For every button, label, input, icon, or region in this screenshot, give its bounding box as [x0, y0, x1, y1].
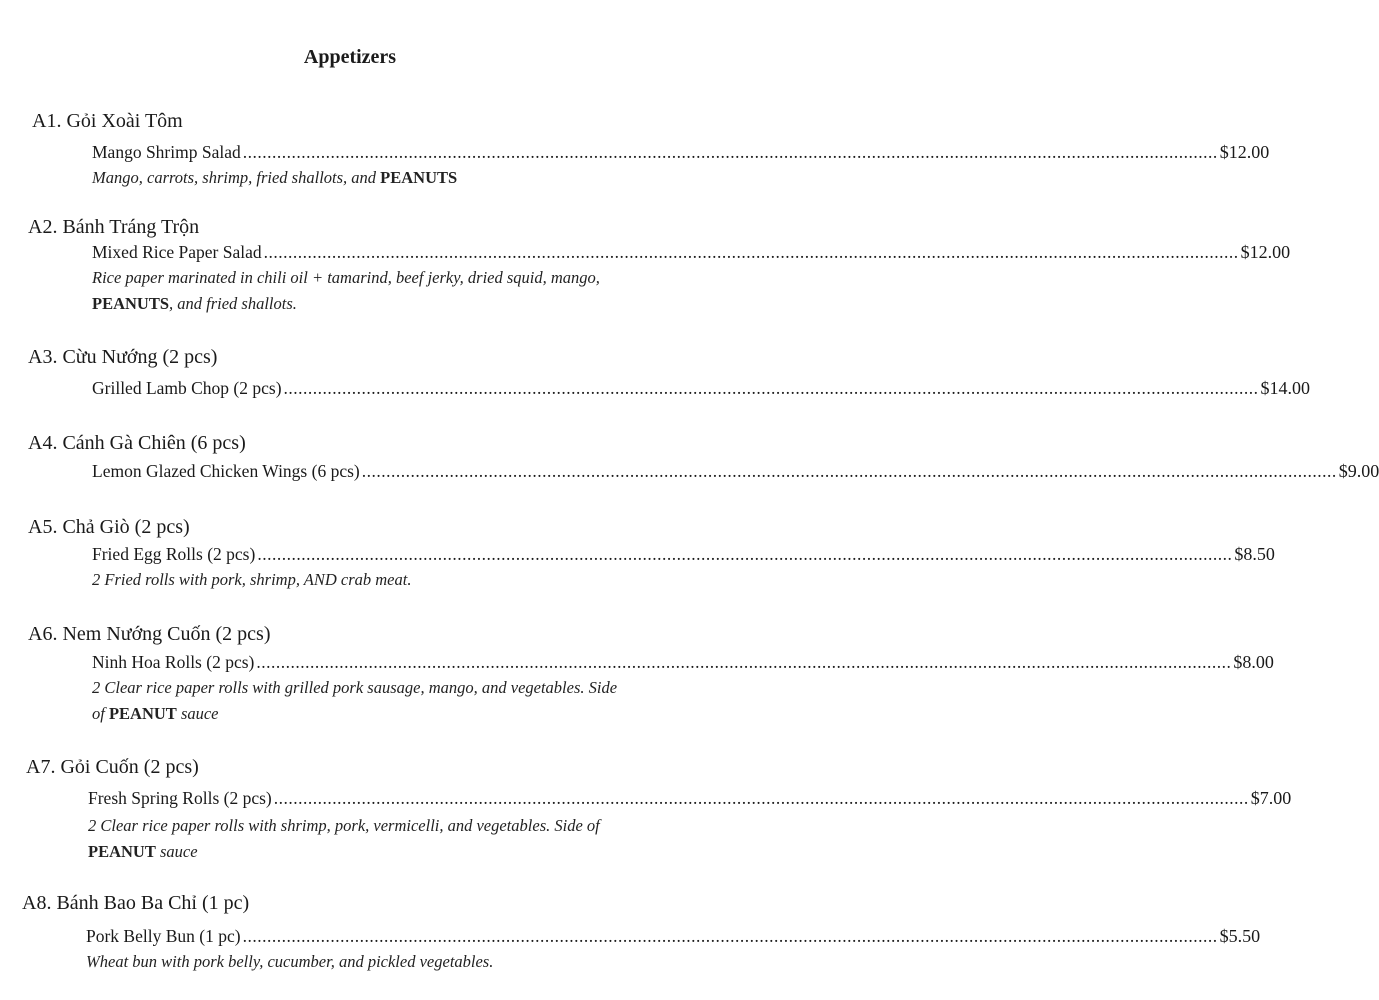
item-english-name: Pork Belly Bun (1 pc) — [86, 926, 241, 946]
item-price: $8.00 — [1233, 652, 1274, 672]
item-heading: A8. Bánh Bao Ba Chỉ (1 pc) — [22, 892, 250, 914]
leader-dots: ........................................................................................................................................................................................................ — [273, 788, 1249, 808]
leader-dots: ........................................................................................................................................................................................................ — [256, 652, 1232, 672]
item-heading: A6. Nem Nướng Cuốn (2 pcs) — [28, 623, 271, 645]
leader-dots: ........................................................................................................................................................................................................ — [283, 378, 1259, 398]
item-english-name: Mango Shrimp Salad — [92, 142, 241, 162]
item-price: $7.00 — [1250, 788, 1292, 808]
item-line — [92, 544, 1275, 565]
item-description: Mango, carrots, shrimp, fried shallots, and PEANUTS — [92, 168, 458, 187]
item-price: $12.00 — [1219, 142, 1270, 162]
item-english-name: Lemon Glazed Chicken Wings (6 pcs) — [92, 461, 360, 481]
item-description: 2 Clear rice paper rolls with grilled pork sausage, mango, and vegetables. Side of PEANUT sauce — [92, 678, 618, 723]
item-heading: A1. Gỏi Xoài Tôm — [32, 110, 183, 132]
leader-dots: ........................................................................................................................................................................................................ — [361, 461, 1337, 481]
item-line — [92, 652, 1274, 673]
item-english-name: Mixed Rice Paper Salad — [92, 242, 262, 262]
item-line — [92, 378, 1311, 399]
item-english-name: Fried Egg Rolls (2 pcs) — [92, 544, 256, 564]
leader-dots: ........................................................................................................................................................................................................ — [257, 544, 1233, 564]
item-line — [92, 142, 1270, 163]
item-line — [88, 788, 1292, 809]
item-description: Wheat bun with pork belly, cucumber, and pickled vegetables. — [86, 952, 494, 971]
item-heading: A4. Cánh Gà Chiên (6 pcs) — [28, 432, 246, 454]
item-heading: A3. Cừu Nướng (2 pcs) — [28, 346, 218, 368]
item-heading: A2. Bánh Tráng Trộn — [28, 216, 200, 238]
leader-dots: ........................................................................................................................................................................................................ — [242, 926, 1218, 946]
leader-dots: ........................................................................................................................................................................................................ — [242, 142, 1218, 162]
item-heading: A7. Gỏi Cuốn (2 pcs) — [26, 756, 199, 778]
item-heading: A5. Chả Giò (2 pcs) — [28, 516, 190, 538]
item-line — [86, 926, 1261, 947]
item-price: $14.00 — [1260, 378, 1311, 398]
item-english-name: Fresh Spring Rolls (2 pcs) — [88, 788, 272, 808]
item-description: Rice paper marinated in chili oil + tamarind, beef jerky, dried squid, mango, PEANUTS, and fried shallots. — [92, 268, 600, 313]
item-price: $9.00 — [1338, 461, 1379, 481]
item-line — [92, 461, 1379, 482]
page-title: Appetizers — [303, 46, 397, 68]
item-description: 2 Clear rice paper rolls with shrimp, pork, vermicelli, and vegetables. Side of PEANUT sauce — [88, 816, 600, 861]
item-description: 2 Fried rolls with pork, shrimp, AND crab meat. — [92, 570, 412, 589]
item-line — [92, 242, 1291, 263]
item-price: $5.50 — [1219, 926, 1261, 946]
leader-dots: ........................................................................................................................................................................................................ — [263, 242, 1239, 262]
item-price: $12.00 — [1240, 242, 1291, 262]
item-english-name: Ninh Hoa Rolls (2 pcs) — [92, 652, 255, 672]
item-price: $8.50 — [1234, 544, 1275, 564]
item-english-name: Grilled Lamb Chop (2 pcs) — [92, 378, 282, 398]
